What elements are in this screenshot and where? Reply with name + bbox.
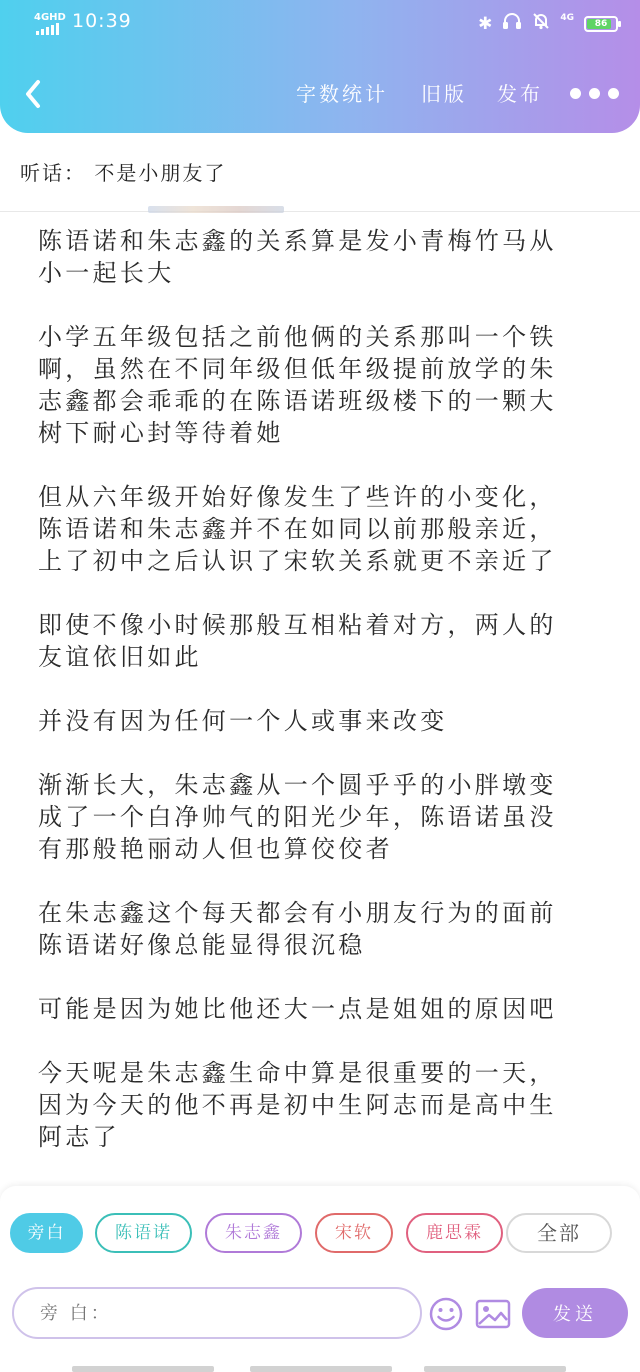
back-button[interactable] <box>22 78 44 110</box>
bluetooth-icon: ✱ <box>478 14 493 34</box>
story-paragraph[interactable]: 渐渐长大，朱志鑫从一个圆乎乎的小胖墩变 成了一个白净帅气的阳光少年，陈语诺虽没 有那般艳丽动人但也算佼佼者 <box>38 771 557 863</box>
image-icon[interactable] <box>474 1296 512 1332</box>
status-bar <box>0 0 640 48</box>
signal-icon <box>36 23 62 35</box>
role-chip-all[interactable]: 全部 <box>506 1213 612 1253</box>
message-input[interactable] <box>12 1287 422 1339</box>
role-chip-song-ruan[interactable]: 宋软 <box>315 1213 393 1253</box>
network-type: 4GHD <box>34 12 66 23</box>
old-version-button[interactable]: 旧版 <box>421 82 467 106</box>
story-content <box>38 225 606 1185</box>
story-paragraph[interactable]: 小学五年级包括之前他俩的关系那叫一个铁 啊，虽然在不同年级但低年级提前放学的朱 志鑫都会乖乖的在陈语诺班级楼下的一颗大 树下耐心封等待着她 <box>38 323 557 447</box>
role-chip-lu-silin[interactable]: 鹿思霖 <box>406 1213 503 1253</box>
app-header <box>0 0 640 133</box>
publish-button[interactable]: 发布 <box>497 82 543 106</box>
emoji-icon[interactable] <box>428 1296 464 1332</box>
chapter-title: 听话： 不是小朋友了 <box>20 161 227 185</box>
story-paragraph[interactable]: 但从六年级开始好像发生了些许的小变化， 陈语诺和朱志鑫并不在如同以前那般亲近， 上了初中之后认识了宋软关系就更不亲近了 <box>38 483 557 575</box>
story-paragraph[interactable]: 今天呢是朱志鑫生命中算是很重要的一天， 因为今天的他不再是初中生阿志而是高中生 阿志了 <box>38 1059 557 1151</box>
send-button[interactable]: 发送 <box>522 1288 628 1338</box>
word-count-button[interactable]: 字数统计 <box>296 82 388 106</box>
role-chip-narrator[interactable]: 旁白 <box>10 1213 83 1253</box>
image-strip <box>148 206 284 213</box>
headphones-icon <box>502 12 522 37</box>
role-selector <box>0 1186 640 1276</box>
battery-level: 86 <box>594 19 608 29</box>
input-bar <box>0 1276 640 1350</box>
role-chip-zhu-zhixin[interactable]: 朱志鑫 <box>205 1213 302 1253</box>
story-paragraph[interactable]: 陈语诺和朱志鑫的关系算是发小青梅竹马从 小一起长大 <box>38 227 557 287</box>
story-paragraph[interactable]: 在朱志鑫这个每天都会有小朋友行为的面前 陈语诺好像总能显得很沉稳 <box>38 899 557 959</box>
story-paragraph[interactable]: 可能是因为她比他还大一点是姐姐的原因吧 <box>38 995 557 1023</box>
battery-icon <box>584 16 618 32</box>
mute-bell-icon <box>532 12 550 37</box>
network-4g: 4G <box>560 13 574 23</box>
status-icons <box>478 12 618 36</box>
role-chip-chen-yunuo[interactable]: 陈语诺 <box>95 1213 192 1253</box>
more-options-icon[interactable] <box>570 88 619 99</box>
chapter-title-bar <box>0 133 640 212</box>
system-nav-bar <box>0 1350 640 1372</box>
chevron-left-icon <box>22 78 44 110</box>
status-time: 10:39 <box>72 10 132 32</box>
story-paragraph[interactable]: 并没有因为任何一个人或事来改变 <box>38 707 448 735</box>
story-paragraph[interactable]: 即使不像小时候那般互相粘着对方，两人的 友谊依旧如此 <box>38 611 557 671</box>
